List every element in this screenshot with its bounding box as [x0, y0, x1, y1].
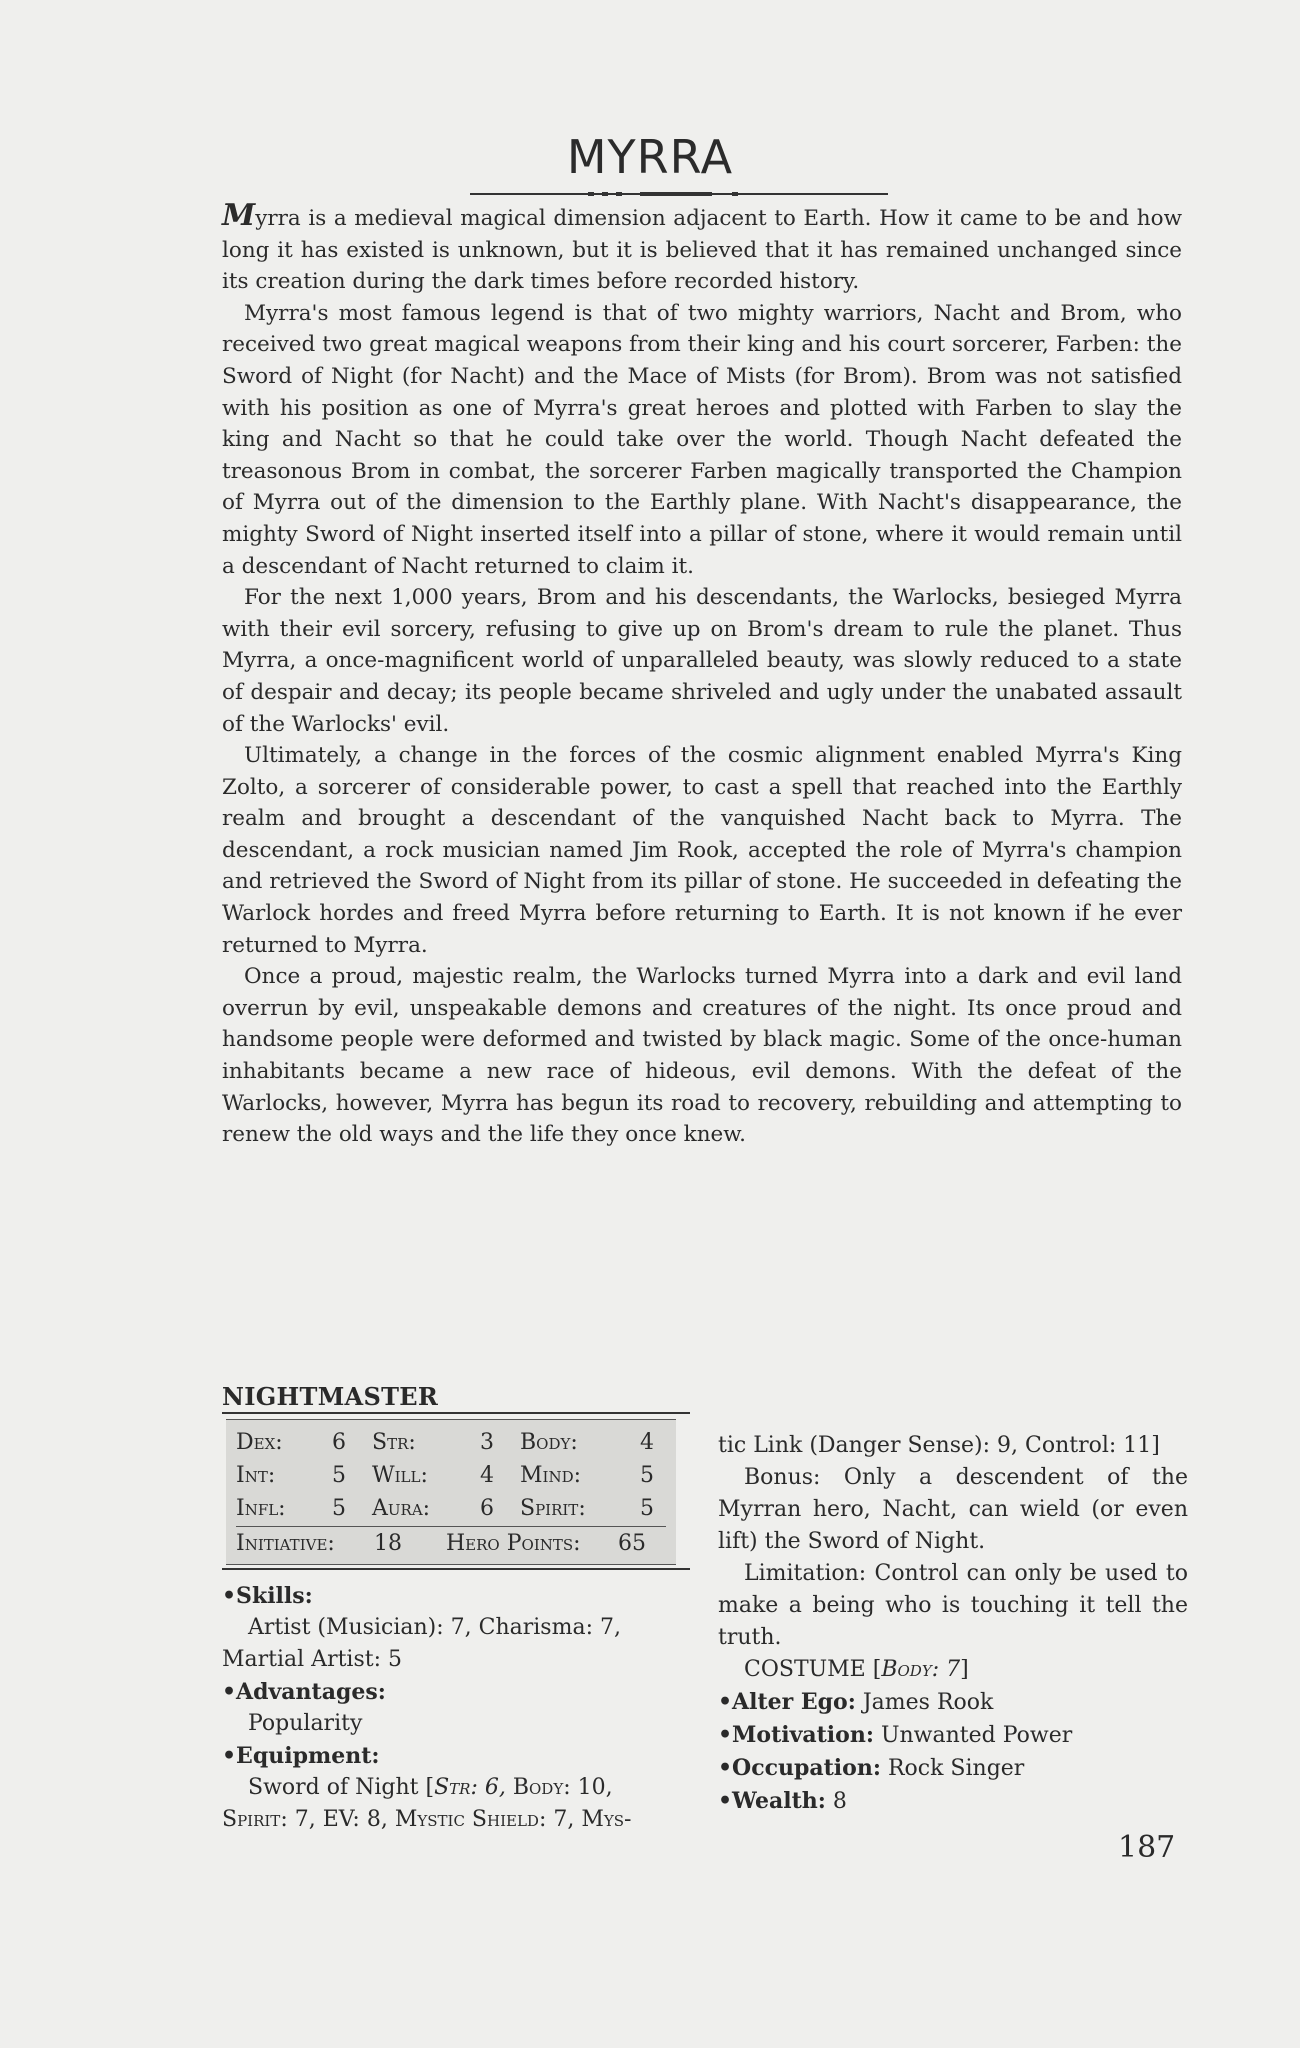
- article-paragraph: Ultimately, a change in the forces of the cosmic alignment enabled Myrra's King Zolto, a sorcerer of considerable power, to cast a spell that reached into the Earthly realm and brought a descendant of the vanquished Nacht back to Myrra. The descendant, a rock musician named Jim Rook, accepted the role of Myrra's champion and retrieved the Sword of Night from its pillar of stone. He succeeded in defeating the Warlock hordes and freed Myrra before returning to Earth. It is not known if he ever returned to Myrra.: [222, 743, 1182, 958]
- initiative-row: Initiative: 18 Hero Points: 65: [236, 1526, 666, 1560]
- attribute-row: Infl: 5 Aura: 6 Spirit: 5: [236, 1496, 654, 1521]
- equipment-heading: •Equipment:: [222, 1743, 380, 1769]
- drop-cap: M: [222, 198, 256, 233]
- page-title: MYRRA: [566, 130, 734, 184]
- character-name: NIGHTMASTER: [222, 1384, 690, 1414]
- bonus-text: Bonus: Only a descendent of the Myrran hero, Nacht, can wield (or even lift) the Sword of Night.: [718, 1465, 1188, 1554]
- title-rule: [470, 192, 888, 195]
- character-stat-block: [222, 1384, 692, 1836]
- skills-section: •Skills: Artist (Musician): 7, Charisma: 7, Martial Artist: 5 •Advantages: Popularity •Equipment: Sword of Night [Str: 6, Body: 10, Spirit: 7, EV: 8, Mystic Shield: 7, Mys-: [222, 1580, 692, 1836]
- advantages-heading: •Advantages:: [222, 1679, 386, 1705]
- article-paragraph: For the next 1,000 years, Brom and his descendants, the Warlocks, besieged Myrra with their evil sorcery, refusing to give up on Brom's dream to rule the planet. Thus Myrra, a once-magnificent world of unparalleled beauty, was slowly reduced to a state of despair and decay; its people became shriveled and ugly under the unabated assault of the Warlocks' evil.: [222, 585, 1182, 737]
- attribute-table: [226, 1419, 676, 1565]
- limitation-text: Limitation: Control can only be used to make a being who is touching it tell the truth.: [718, 1561, 1188, 1650]
- alter-ego-line: •Alter Ego: James Rook: [718, 1689, 994, 1715]
- stat-divider: [222, 1568, 690, 1570]
- article-paragraph: Once a proud, majestic realm, the Warlocks turned Myrra into a dark and evil land overrun by evil, unspeakable demons and creatures of the night. Its once proud and handsome people were deformed and twisted by black magic. Some of the once-human inhabitants became a new race of hideous, evil demons. With the defeat of the Warlocks, however, Myrra has begun its road to recovery, rebuilding and attempting to renew the old ways and the life they once knew.: [222, 964, 1182, 1148]
- article-body: [222, 200, 1182, 1151]
- skills-heading: •Skills:: [222, 1583, 313, 1609]
- motivation-line: •Motivation: Unwanted Power: [718, 1722, 1073, 1748]
- wealth-line: •Wealth: 8: [718, 1788, 847, 1814]
- equipment-continuation: tic Link (Danger Sense): 9, Control: 11]: [718, 1433, 1160, 1458]
- occupation-line: •Occupation: Rock Singer: [718, 1755, 1025, 1781]
- costume-line: COSTUME [Body: 7]: [744, 1657, 969, 1682]
- attribute-row: Int: 5 Will: 4 Mind: 5: [236, 1463, 654, 1488]
- equipment-line: Sword of Night [Str: 6, Body: 10,: [248, 1775, 613, 1800]
- equipment-line: Spirit: 7, EV: 8, Mystic Shield: 7, Mys-: [222, 1807, 632, 1832]
- article-paragraph: Myrra is a medieval magical dimension adjacent to Earth. How it came to be and how long it has existed is unknown, but it is believed that it has remained unchanged since its creation during the dark times before recorded history.: [222, 198, 1182, 295]
- page-number: 187: [1118, 1830, 1176, 1865]
- attribute-row: Dex: 6 Str: 3 Body: 4: [236, 1430, 654, 1455]
- article-paragraph: Myrra's most famous legend is that of two mighty warriors, Nacht and Brom, who received two great magical weapons from their king and his court sorcerer, Farben: the Sword of Night (for Nacht) and the Mace of Mists (for Brom). Brom was not satisfied with his position as one of Myrra's great heroes and plotted with Farben to slay the king and Nacht so that he could take over the world. Though Nacht defeated the treasonous Brom in combat, the sorcerer Farben magically transported the Champion of Myrra out of the dimension to the Earthly plane. With Nacht's disappearance, the mighty Sword of Night inserted itself into a pillar of stone, where it would remain until a descendant of Nacht returned to claim it.: [222, 300, 1182, 579]
- character-details-column: [718, 1430, 1188, 1818]
